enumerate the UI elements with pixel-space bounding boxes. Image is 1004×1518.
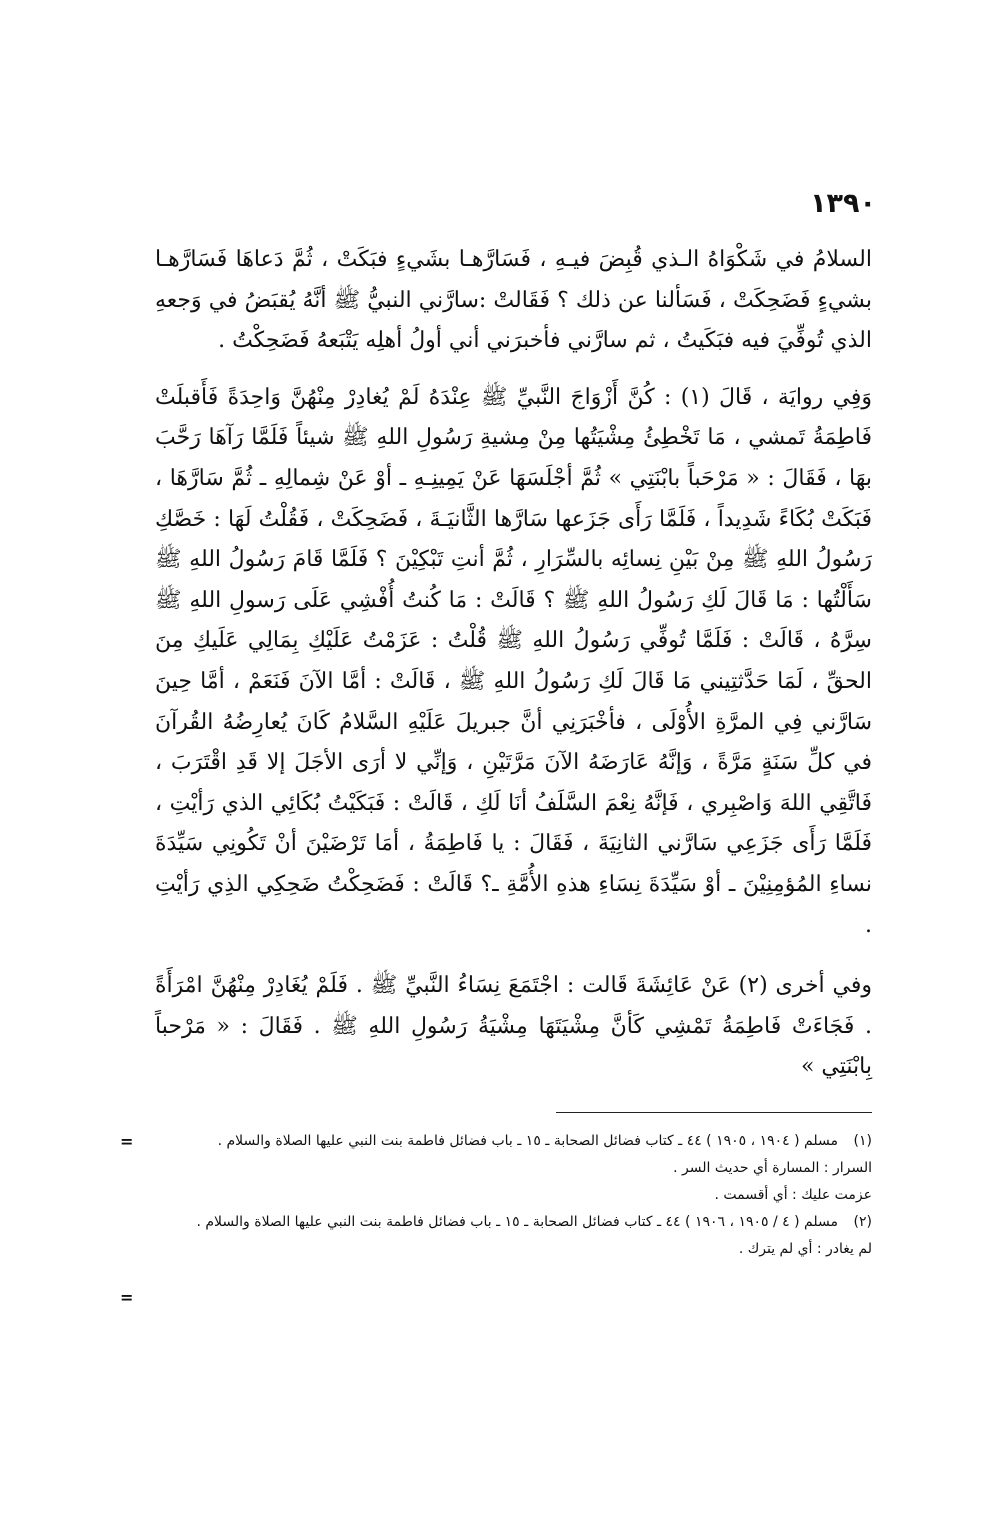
paragraph-3: وفي أخرى (٢) عَنْ عَائِشَةَ قَالت : اجْتَمَعَ نِسَاءُ النَّبيِّ ﷺ . فَلَمْ يُغَادِرْ مِنْهُنَّ امْرَأَةً . فَجَاءَتْ فَاطِمَةُ تَمْشِي كَأنَّ مِشْيَتَهَا مِشْيَةُ رَسُولِ اللهِ ﷺ . فَقَالَ : « مَرْحباً بِابْنَتِي »	[155, 973, 872, 1080]
continuation-mark-top: =	[120, 1132, 134, 1151]
footnote-2	[160, 1209, 872, 1236]
footnote-1-gloss-1: السرار : المسارة أي حديث السر .	[673, 1160, 872, 1176]
footnote-2-text: مسلم ( ٤ / ١٩٠٥ ، ١٩٠٦ ) ٤٤ ـ كتاب فضائل الصحابة ـ ١٥ ـ باب فضائل فاطمة بنت النبي عليها الصلاة والسلام .	[196, 1214, 838, 1230]
main-text-body	[155, 240, 872, 1088]
continuation-mark-bottom: =	[120, 1288, 134, 1307]
footnote-1-gloss-2: عزمت عليك : أي أقسمت .	[714, 1187, 872, 1203]
paragraph-2: وَفِي روايَة ، قَالَ (١) : كُنَّ أَزْوَاجَ النَّبيِّ ﷺ عِنْدَهُ لَمْ يُغادِرْ مِنْهُنَّ وَاحِدَةً فَأَقبلَتْ فَاطِمَةُ تَمشي ، مَا تَخْطِئُ مِشْيَتُها مِنْ مِشيةِ رَسُولِ اللهِ ﷺ شيئاً فَلَمَّا رَآهَا رَحَّبَ بهَا ، فَقَالَ : « مَرْحَباً بابْنَتِي » ثُمَّ أجْلَسَهَا عَنْ يَمِينِـهِ ـ أوْ عَنْ شِمالِهِ ـ ثُمَّ سَارَّهَا ، فَبَكَتْ بُكَاءً شَدِيداً ، فَلَمَّا رَأَى جَزَعها سَارَّها الثَّانيَـةَ ، فَضَحِكَتْ ، فَقُلْتُ لَهَا : خَصَّكِ رَسُولُ اللهِ ﷺ مِنْ بَيْنِ نِسائِه بالسِّرَارِ ، ثُمَّ أنتِ تَبْكِيْنَ ؟ فَلَمَّا قَامَ رَسُولُ اللهِ ﷺ سَأَلْتُها : مَا قَالَ لَكِ رَسُولُ اللهِ ﷺ ؟ قَالَتْ : مَا كُنتُ أُفْشِي عَلَى رَسولِ اللهِ ﷺ سِرَّهُ ، قَالَتْ : فَلَمَّا تُوفِّي رَسُولُ اللهِ ﷺ قُلْتُ : عَزَمْتُ عَلَيْكِ بِمَالِي عَلَيكِ مِنَ الحقِّ ، لَمَا حَدَّثتِيني مَا قَالَ لَكِ رَسُولُ اللهِ ﷺ ، قَالَتْ : أمَّا الآنَ فَنَعَمْ ، أمَّا حِينَ سَارَّني فِي المرَّةِ الأُوْلَى ، فأخْبَرَنِي أنَّ جبريلَ عَلَيْهِ السَّلامُ كَانَ يُعارِضُهُ القُرآنَ في كلِّ سَنَةٍ مَرَّةً ، وَإنَّهُ عَارَضَهُ الآنَ مَرَّتَيْنِ ، وَإنِّي لا أرَى الأجَلَ إلا قَدِ اقْتَرَبَ ، فَاتَّقِي اللهَ وَاصْبِري ، فَإنَّهُ نِعْمَ السَّلَفُ أنَا لَكِ ، قَالَتْ : فَبَكَيْتُ بُكَائِي الذي رَأيْتِ ، فَلَمَّا رَأَى جَزَعِي سَارَّني الثانِيَةَ ، فَقَالَ : يا فَاطِمَةُ ، أمَا تَرْضَيْنَ أنْ تَكُونِي سَيِّدَةَ نساءِ المُؤمِنِيْنَ ـ أوْ سَيِّدَةَ نِسَاءِ هذهِ الأُمَّةِ ـ؟ قَالَتْ : فَضَحِكْتُ ضَحِكِي الذِي رَأيْتِ .	[155, 384, 873, 938]
footnote-2-number: (٢)	[853, 1214, 872, 1230]
footnote-2-gloss-1: لم يغادر : أي لم يترك .	[738, 1241, 872, 1257]
page-number: ١٣٩٠	[810, 188, 876, 219]
footnote-1-text: مسلم ( ١٩٠٤ ، ١٩٠٥ ) ٤٤ ـ كتاب فضائل الصحابة ـ ١٥ ـ باب فضائل فاطمة بنت النبي عليها الصلاة والسلام .	[217, 1133, 838, 1149]
footnotes-section	[160, 1128, 872, 1263]
paragraph-1: السلامُ في شَكْوَاهُ الـذي قُبِضَ فيـهِ ، فَسَارَّهـا بشَيءٍ فبَكَتْ ، ثُمَّ دَعاهَا فَسَارَّهـا بشيءٍ فَضَحِكَتْ ، فَسَألنا عن ذلك ؟ فَقَالتْ :سارَّني النبيُّ ﷺ أنَّهُ يُقبَضُ في وَجعهِ الذي تُوفِّيَ فيه فبَكَيتُ ، ثم سارَّني فأخبرَني أني أولُ أهلِه يَتْبَعهُ فَضَحِكْتُ .	[155, 247, 872, 354]
footnote-separator	[556, 1112, 872, 1113]
footnote-1-number: (١)	[853, 1133, 872, 1149]
footnote-1	[160, 1128, 872, 1155]
